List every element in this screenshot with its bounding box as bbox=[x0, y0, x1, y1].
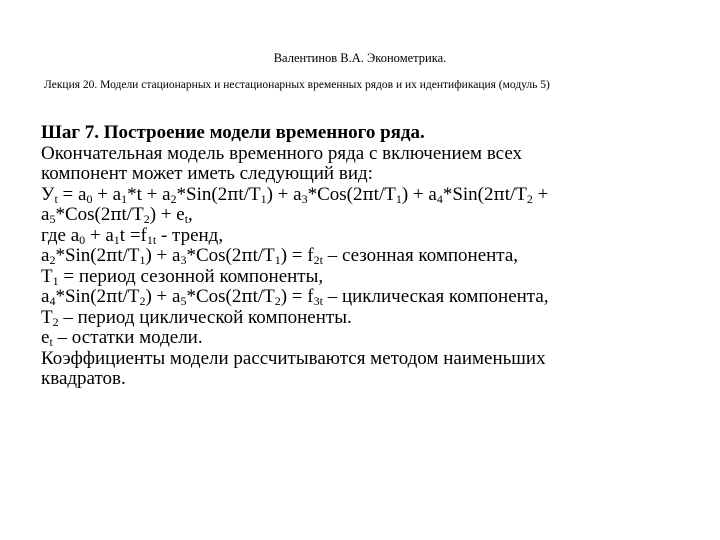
intro-line-2: компонент может иметь следующий вид: bbox=[41, 163, 373, 184]
cyclic-definition: $a_4*Sin(2\pi t/T_2) + a_5*Cos(2\pi t/T_2) = f_{3t}$ – циклическая компонента, bbox=[41, 286, 549, 308]
trend-definition: где $a_0 + a_1t =f_{1t}$ - тренд, bbox=[41, 224, 224, 247]
seasonal-definition: $a_2*Sin(2\pi t/T_1) + a_3*Cos(2\pi t/T_1) = f_{2t}$ – сезонная компонента, bbox=[41, 245, 519, 267]
intro-line-1: Окончательная модель временного ряда с включением всех bbox=[41, 142, 523, 164]
lecture-header: Лекция 20. Модели стационарных и нестационарных временных рядов и их идентификация (модуль 5) bbox=[44, 79, 550, 91]
residual-definition: $e_t$ – остатки модели. bbox=[41, 327, 203, 349]
t1-definition: $T_1$ = период сезонной компоненты, bbox=[41, 265, 324, 288]
conclusion-line-1: Коэффициенты модели рассчитываются методом наименьших bbox=[41, 347, 546, 369]
slide-body bbox=[41, 123, 681, 390]
model-equation-line-1: $У_t = a_0 + a_1*t + a_2*Sin(2\pi t/T_1) + a_3*Cos(2\pi t/T_1) + a_4*Sin(2\pi t/T_2$ + bbox=[41, 183, 549, 206]
step-title: Шаг 7. Построение модели временного ряда. bbox=[41, 122, 425, 143]
conclusion-line-2: квадратов. bbox=[41, 368, 126, 389]
model-equation-line-2: $a_5*Cos(2\pi t/T_2) + e_t$, bbox=[41, 204, 193, 226]
t2-definition: $T_2$ – период циклической компоненты. bbox=[41, 306, 352, 329]
author-header: Валентинов В.А. Эконометрика. bbox=[273, 51, 447, 65]
